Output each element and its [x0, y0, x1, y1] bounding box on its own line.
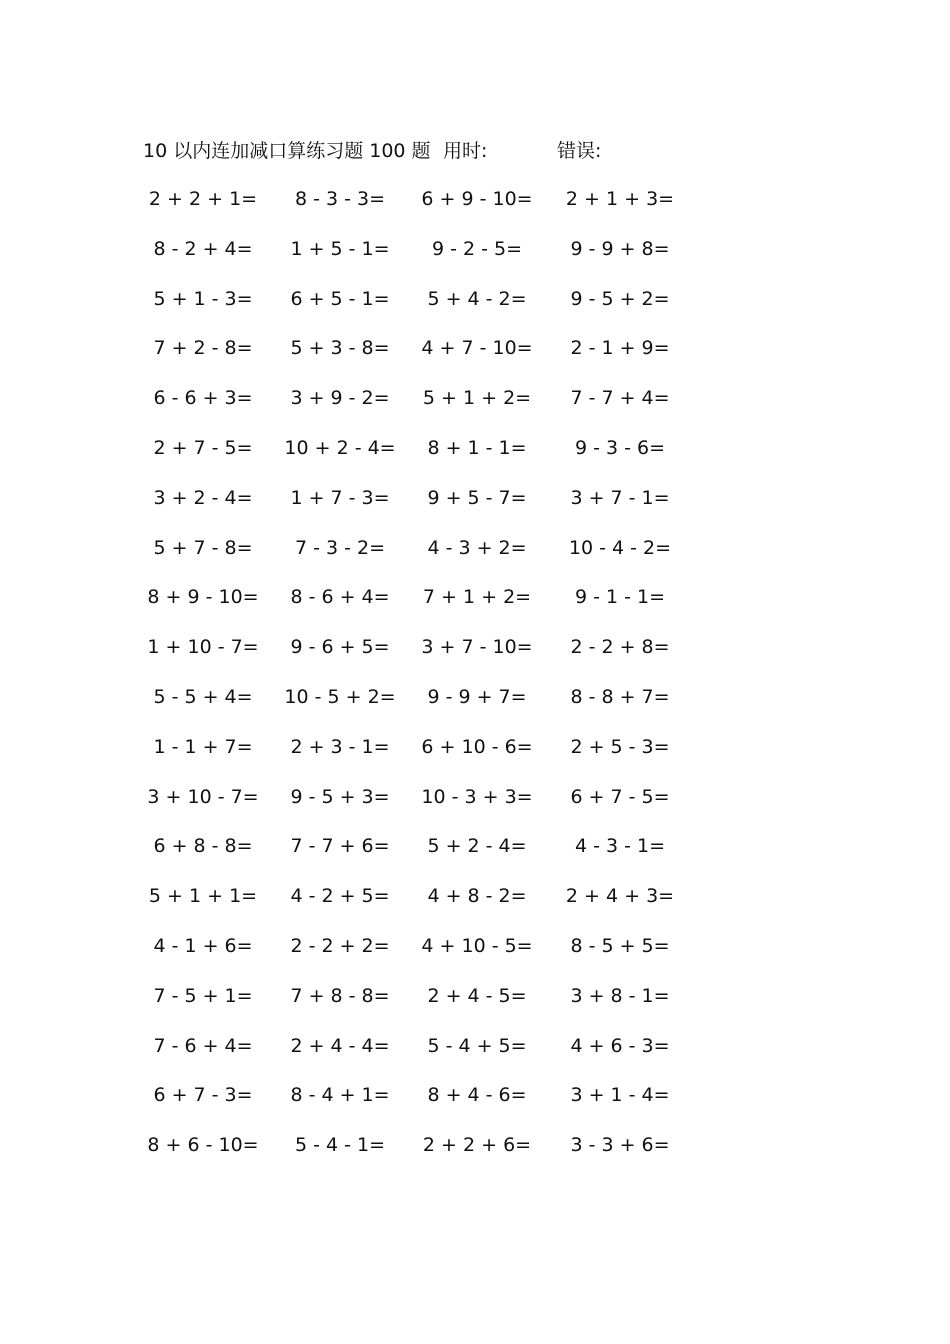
math-problem: 6 + 9 - 10=: [421, 188, 533, 210]
math-problem: 8 + 4 - 6=: [427, 1084, 527, 1107]
math-problem: 6 - 6 + 3=: [153, 387, 253, 410]
problem-row: [0, 185, 950, 235]
math-problem: 5 - 5 + 4=: [153, 685, 253, 708]
errors-label: 错误:: [557, 140, 602, 162]
math-problem: 2 + 7 - 5=: [153, 436, 253, 459]
math-problem: 4 + 10 - 5=: [421, 934, 533, 957]
math-problem: 7 - 5 + 1=: [153, 984, 253, 1007]
problem-row: [0, 434, 950, 484]
math-problem: 2 + 4 - 5=: [427, 984, 527, 1007]
problem-row: [0, 982, 950, 1032]
math-problem: 3 + 7 - 10=: [421, 636, 533, 659]
math-problem: 8 + 6 - 10=: [147, 1134, 259, 1157]
math-problem: 3 + 10 - 7=: [147, 785, 259, 808]
math-problem: 5 - 4 + 5=: [427, 1034, 527, 1057]
math-problem: 8 - 6 + 4=: [290, 586, 390, 609]
math-problem: 8 - 5 + 5=: [570, 934, 670, 957]
math-problem: 1 + 10 - 7=: [147, 636, 259, 659]
math-problem: 2 + 4 + 3=: [565, 885, 675, 908]
math-problem: 2 + 1 + 3=: [565, 188, 675, 210]
math-problem: 2 + 2 + 6=: [422, 1134, 532, 1157]
math-problem: 8 + 1 - 1=: [427, 436, 527, 459]
math-problem: 7 + 8 - 8=: [290, 984, 390, 1007]
math-problem: 4 - 3 - 1=: [574, 835, 666, 858]
math-problem: 7 - 6 + 4=: [153, 1034, 253, 1057]
math-problem: 1 + 5 - 1=: [290, 237, 390, 260]
math-problem: 8 - 2 + 4=: [153, 237, 253, 260]
math-problem: 9 - 9 + 7=: [427, 685, 527, 708]
math-problem: 9 - 5 + 2=: [570, 287, 670, 310]
worksheet-header: [0, 137, 950, 165]
problem-row: [0, 932, 950, 982]
math-problem: 8 + 9 - 10=: [147, 586, 259, 609]
math-problem: 10 - 3 + 3=: [421, 785, 533, 808]
math-problem: 2 - 2 + 2=: [290, 934, 390, 957]
problem-row: [0, 1081, 950, 1131]
math-problem: 10 + 2 - 4=: [284, 436, 396, 459]
math-problem: 6 + 10 - 6=: [421, 735, 533, 758]
math-problem: 2 + 3 - 1=: [290, 735, 390, 758]
math-problem: 4 + 6 - 3=: [570, 1034, 670, 1057]
problem-grid: [0, 185, 950, 1181]
math-problem: 2 + 5 - 3=: [570, 735, 670, 758]
math-problem: 5 - 4 - 1=: [294, 1134, 386, 1157]
worksheet-title: 10 以内连加减口算练习题 100 题: [143, 140, 431, 162]
math-problem: 9 - 2 - 5=: [431, 237, 523, 260]
problem-row: [0, 384, 950, 434]
math-problem: 8 - 8 + 7=: [570, 685, 670, 708]
problem-row: [0, 334, 950, 384]
math-problem: 5 + 1 + 1=: [148, 885, 258, 908]
math-problem: 2 - 2 + 8=: [570, 636, 670, 659]
problem-row: [0, 1131, 950, 1181]
math-problem: 7 + 2 - 8=: [153, 337, 253, 360]
math-problem: 9 - 1 - 1=: [574, 586, 666, 609]
math-problem: 1 + 7 - 3=: [290, 486, 390, 509]
math-problem: 6 + 8 - 8=: [153, 835, 253, 858]
problem-row: [0, 683, 950, 733]
math-problem: 9 - 9 + 8=: [570, 237, 670, 260]
problem-row: [0, 633, 950, 683]
math-problem: 7 - 3 - 2=: [294, 536, 386, 559]
math-problem: 9 - 5 + 3=: [290, 785, 390, 808]
math-problem: 4 - 1 + 6=: [153, 934, 253, 957]
math-problem: 4 - 3 + 2=: [427, 536, 527, 559]
time-label: 用时:: [443, 140, 488, 162]
math-problem: 7 - 7 + 6=: [290, 835, 390, 858]
math-problem: 5 + 4 - 2=: [427, 287, 527, 310]
math-problem: 3 - 3 + 6=: [570, 1134, 670, 1157]
math-problem: 6 + 7 - 5=: [570, 785, 670, 808]
math-problem: 5 + 2 - 4=: [427, 835, 527, 858]
problem-row: [0, 534, 950, 584]
math-problem: 3 + 9 - 2=: [290, 387, 390, 410]
math-problem: 10 - 5 + 2=: [284, 685, 396, 708]
math-problem: 2 + 2 + 1=: [148, 188, 258, 210]
math-problem: 2 - 1 + 9=: [570, 337, 670, 360]
math-problem: 9 - 6 + 5=: [290, 636, 390, 659]
math-problem: 5 + 7 - 8=: [153, 536, 253, 559]
math-problem: 1 - 1 + 7=: [153, 735, 253, 758]
problem-row: [0, 484, 950, 534]
problem-row: [0, 733, 950, 783]
math-problem: 4 - 2 + 5=: [290, 885, 390, 908]
math-problem: 6 + 7 - 3=: [153, 1084, 253, 1107]
math-problem: 3 + 1 - 4=: [570, 1084, 670, 1107]
math-problem: 5 + 1 - 3=: [153, 287, 253, 310]
math-problem: 6 + 5 - 1=: [290, 287, 390, 310]
math-problem: 3 + 8 - 1=: [570, 984, 670, 1007]
math-problem: 9 + 5 - 7=: [427, 486, 527, 509]
math-problem: 7 + 1 + 2=: [422, 586, 532, 609]
math-problem: 5 + 3 - 8=: [290, 337, 390, 360]
math-problem: 2 + 4 - 4=: [290, 1034, 390, 1057]
problem-row: [0, 235, 950, 285]
problem-row: [0, 783, 950, 833]
math-problem: 9 - 3 - 6=: [574, 436, 666, 459]
problem-row: [0, 832, 950, 882]
math-problem: 4 + 8 - 2=: [427, 885, 527, 908]
math-problem: 8 - 3 - 3=: [294, 188, 386, 210]
problem-row: [0, 285, 950, 335]
math-problem: 8 - 4 + 1=: [290, 1084, 390, 1107]
math-problem: 3 + 7 - 1=: [570, 486, 670, 509]
math-problem: 5 + 1 + 2=: [422, 387, 532, 410]
problem-row: [0, 583, 950, 633]
math-problem: 4 + 7 - 10=: [421, 337, 533, 360]
math-problem: 3 + 2 - 4=: [153, 486, 253, 509]
math-problem: 10 - 4 - 2=: [568, 536, 672, 559]
problem-row: [0, 1032, 950, 1082]
problem-row: [0, 882, 950, 932]
math-problem: 7 - 7 + 4=: [570, 387, 670, 410]
